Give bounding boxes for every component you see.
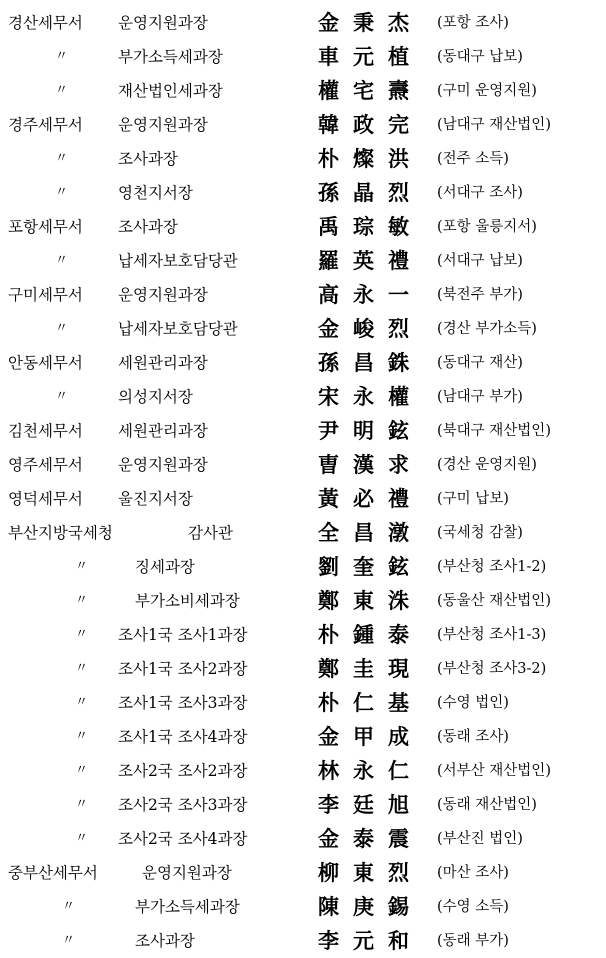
position-title: 조사과장 xyxy=(135,932,195,950)
person-name: 權宅燾 xyxy=(318,78,423,103)
position-title: 부가소비세과장 xyxy=(135,592,240,610)
previous-post: (동울산 재산법인) xyxy=(437,593,551,609)
position-title: 납세자보호담당관 xyxy=(118,252,238,270)
office-name: 포항세무서 xyxy=(8,218,83,236)
roster-row xyxy=(0,720,606,754)
person-name: 朴燦洪 xyxy=(318,146,423,171)
office-name: 중부산세무서 xyxy=(8,864,98,882)
ditto-mark: 〃 xyxy=(75,763,89,778)
person-name: 宋永權 xyxy=(318,384,423,409)
person-name: 朴鍾泰 xyxy=(318,622,423,647)
person-name: 鄭圭現 xyxy=(318,656,423,681)
person-name: 陳庚錫 xyxy=(318,894,423,919)
previous-post: (동래 조사) xyxy=(437,729,509,745)
roster-row xyxy=(0,6,606,40)
person-name: 金甲成 xyxy=(318,724,423,749)
position-title: 조사1국 조사1과장 xyxy=(118,626,248,644)
position-title: 조사2국 조사3과장 xyxy=(118,796,248,814)
position-title: 부가소득세과장 xyxy=(118,48,223,66)
person-name: 鄭東洙 xyxy=(318,588,423,613)
ditto-mark: 〃 xyxy=(75,831,89,846)
roster-row xyxy=(0,856,606,890)
person-name: 車元植 xyxy=(318,44,423,69)
roster-row xyxy=(0,754,606,788)
roster-row xyxy=(0,550,606,584)
previous-post: (남대구 재산법인) xyxy=(437,117,551,133)
roster-row xyxy=(0,890,606,924)
ditto-mark: 〃 xyxy=(75,593,89,608)
roster-row xyxy=(0,108,606,142)
previous-post: (구미 운영지원) xyxy=(437,83,537,99)
previous-post: (서대구 납보) xyxy=(437,253,523,269)
person-name: 孫晶烈 xyxy=(318,180,423,205)
previous-post: (동래 재산법인) xyxy=(437,797,537,813)
previous-post: (서대구 조사) xyxy=(437,185,523,201)
position-title: 세원관리과장 xyxy=(118,422,208,440)
roster-row xyxy=(0,210,606,244)
position-title: 운영지원과장 xyxy=(118,14,208,32)
position-title: 조사1국 조사3과장 xyxy=(118,694,248,712)
position-title: 조사2국 조사4과장 xyxy=(118,830,248,848)
office-name: 부산지방국세청 xyxy=(8,524,113,542)
previous-post: (포항 울릉지서) xyxy=(437,219,537,235)
position-title: 운영지원과장 xyxy=(142,864,232,882)
position-title: 영천지서장 xyxy=(118,184,193,202)
person-name: 朴仁基 xyxy=(318,690,423,715)
office-name: 안동세무서 xyxy=(8,354,83,372)
person-name: 尹明鉉 xyxy=(318,418,423,443)
previous-post: (수영 소득) xyxy=(437,899,509,915)
person-name: 全昌潡 xyxy=(318,520,423,545)
previous-post: (부산청 조사1-3) xyxy=(437,627,547,643)
position-title: 조사2국 조사2과장 xyxy=(118,762,248,780)
previous-post: (부산청 조사1-2) xyxy=(437,559,547,575)
roster-row xyxy=(0,142,606,176)
ditto-mark: 〃 xyxy=(75,695,89,710)
person-name: 劉奎鉉 xyxy=(318,554,423,579)
roster-row xyxy=(0,244,606,278)
position-title: 감사관 xyxy=(188,524,233,542)
ditto-mark: 〃 xyxy=(75,627,89,642)
person-name: 高永一 xyxy=(318,282,423,307)
ditto-mark: 〃 xyxy=(62,933,76,948)
person-name: 柳東烈 xyxy=(318,860,423,885)
previous-post: (동대구 재산) xyxy=(437,355,523,371)
previous-post: (경산 부가소득) xyxy=(437,321,537,337)
ditto-mark: 〃 xyxy=(55,151,69,166)
roster-row xyxy=(0,448,606,482)
roster-row xyxy=(0,686,606,720)
roster-row xyxy=(0,516,606,550)
previous-post: (서부산 재산법인) xyxy=(437,763,551,779)
person-name: 李廷旭 xyxy=(318,792,423,817)
position-title: 조사과장 xyxy=(118,218,178,236)
position-title: 재산법인세과장 xyxy=(118,82,223,100)
roster-row xyxy=(0,176,606,210)
previous-post: (북전주 부가) xyxy=(437,287,523,303)
previous-post: (동대구 납보) xyxy=(437,49,523,65)
person-name: 韓政完 xyxy=(318,112,423,137)
roster-row xyxy=(0,482,606,516)
position-title: 징세과장 xyxy=(135,558,195,576)
personnel-roster xyxy=(0,6,606,958)
previous-post: (남대구 부가) xyxy=(437,389,523,405)
roster-row xyxy=(0,278,606,312)
ditto-mark: 〃 xyxy=(75,559,89,574)
office-name: 경산세무서 xyxy=(8,14,83,32)
previous-post: (마산 조사) xyxy=(437,865,509,881)
roster-row xyxy=(0,618,606,652)
roster-row xyxy=(0,414,606,448)
ditto-mark: 〃 xyxy=(55,321,69,336)
previous-post: (경산 운영지원) xyxy=(437,457,537,473)
ditto-mark: 〃 xyxy=(55,389,69,404)
position-title: 조사과장 xyxy=(118,150,178,168)
position-title: 납세자보호담당관 xyxy=(118,320,238,338)
person-name: 金秉杰 xyxy=(318,10,423,35)
previous-post: (수영 법인) xyxy=(437,695,509,711)
ditto-mark: 〃 xyxy=(55,49,69,64)
previous-post: (전주 소득) xyxy=(437,151,509,167)
ditto-mark: 〃 xyxy=(55,253,69,268)
person-name: 金峻烈 xyxy=(318,316,423,341)
position-title: 조사1국 조사2과장 xyxy=(118,660,248,678)
office-name: 영덕세무서 xyxy=(8,490,83,508)
person-name: 孫昌銖 xyxy=(318,350,423,375)
person-name: 禹琮敏 xyxy=(318,214,423,239)
position-title: 조사1국 조사4과장 xyxy=(118,728,248,746)
ditto-mark: 〃 xyxy=(75,661,89,676)
position-title: 부가소득세과장 xyxy=(135,898,240,916)
roster-row xyxy=(0,924,606,958)
ditto-mark: 〃 xyxy=(75,729,89,744)
roster-row xyxy=(0,822,606,856)
roster-row xyxy=(0,40,606,74)
previous-post: (구미 납보) xyxy=(437,491,509,507)
ditto-mark: 〃 xyxy=(75,797,89,812)
position-title: 운영지원과장 xyxy=(118,116,208,134)
person-name: 曺漢求 xyxy=(318,452,423,477)
previous-post: (국세청 감찰) xyxy=(437,525,523,541)
ditto-mark: 〃 xyxy=(55,83,69,98)
person-name: 羅英禮 xyxy=(318,248,423,273)
position-title: 운영지원과장 xyxy=(118,286,208,304)
roster-row xyxy=(0,380,606,414)
previous-post: (북대구 재산법인) xyxy=(437,423,551,439)
roster-row xyxy=(0,584,606,618)
position-title: 울진지서장 xyxy=(118,490,193,508)
office-name: 경주세무서 xyxy=(8,116,83,134)
previous-post: (동래 부가) xyxy=(437,933,509,949)
position-title: 의성지서장 xyxy=(118,388,193,406)
roster-row xyxy=(0,346,606,380)
office-name: 김천세무서 xyxy=(8,422,83,440)
roster-row xyxy=(0,652,606,686)
roster-row xyxy=(0,312,606,346)
ditto-mark: 〃 xyxy=(55,185,69,200)
ditto-mark: 〃 xyxy=(62,899,76,914)
person-name: 黃必禮 xyxy=(318,486,423,511)
person-name: 金泰震 xyxy=(318,826,423,851)
office-name: 영주세무서 xyxy=(8,456,83,474)
person-name: 李元和 xyxy=(318,928,423,953)
roster-row xyxy=(0,74,606,108)
previous-post: (포항 조사) xyxy=(437,15,509,31)
roster-row xyxy=(0,788,606,822)
previous-post: (부산청 조사3-2) xyxy=(437,661,547,677)
position-title: 운영지원과장 xyxy=(118,456,208,474)
previous-post: (부산진 법인) xyxy=(437,831,523,847)
position-title: 세원관리과장 xyxy=(118,354,208,372)
person-name: 林永仁 xyxy=(318,758,423,783)
office-name: 구미세무서 xyxy=(8,286,83,304)
